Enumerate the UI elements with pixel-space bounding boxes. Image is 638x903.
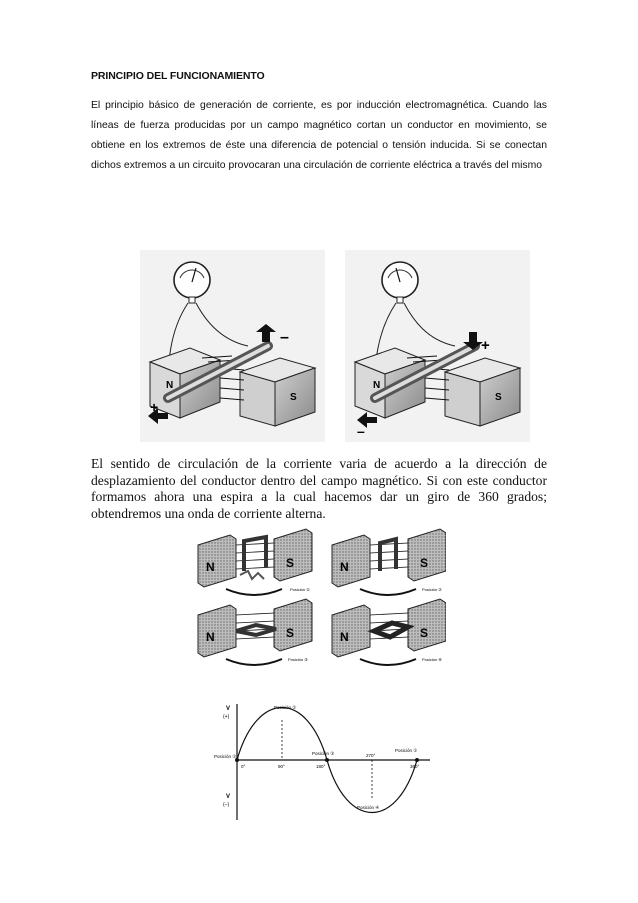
svg-text:Posición ③: Posición ③ [312, 751, 335, 756]
svg-text:V: V [226, 706, 231, 712]
north-pole-label: N [166, 380, 174, 391]
svg-text:Posición ①: Posición ① [290, 587, 310, 592]
svg-text:N: N [340, 560, 349, 574]
svg-text:270°: 270° [366, 753, 376, 758]
svg-text:N: N [340, 630, 349, 644]
svg-text:S: S [286, 556, 295, 570]
loop-rotation-figure [196, 527, 446, 667]
svg-text:S: S [420, 556, 429, 570]
svg-text:Posición ④: Posición ④ [422, 657, 442, 662]
svg-text:180°: 180° [316, 764, 326, 769]
loop-panel-1 [198, 529, 312, 595]
svg-text:V: V [226, 794, 231, 800]
polarity-bottom: + [150, 399, 159, 415]
south-pole-label: S [290, 392, 297, 403]
svg-text:N: N [206, 630, 215, 644]
svg-text:S: S [420, 626, 429, 640]
body-paragraph: El sentido de circulación de la corriente varia de acuerdo a la dirección de desplazamiento del conductor dentro del campo magnético. Si con este conductor formamos ahora una espira a la cual hacemos dar un giro de 360 grados; obtendremos una onda de corriente alterna. [91, 456, 547, 521]
north-pole-label: N [373, 380, 381, 391]
south-pole-label: S [495, 392, 502, 403]
induction-right-diagram [345, 250, 530, 442]
svg-text:(+): (+) [223, 714, 230, 720]
svg-text:Posición ①: Posición ① [395, 748, 418, 753]
svg-text:0°: 0° [241, 764, 246, 769]
svg-text:Posición ②: Posición ② [274, 705, 297, 710]
loop-panel-4 [332, 599, 446, 665]
svg-text:Posición ②: Posición ② [422, 587, 442, 592]
svg-text:(–): (–) [223, 802, 230, 808]
svg-text:90°: 90° [278, 764, 285, 769]
svg-text:N: N [206, 560, 215, 574]
induction-left-diagram [140, 250, 325, 442]
svg-text:Posición ①: Posición ① [214, 754, 237, 759]
induction-figure [140, 250, 530, 442]
svg-text:Posición ③: Posición ③ [288, 657, 308, 662]
sine-wave-figure [212, 700, 444, 822]
svg-text:360°: 360° [410, 764, 420, 769]
polarity-top: – [280, 329, 289, 346]
polarity-top: + [481, 337, 490, 354]
svg-text:S: S [286, 626, 295, 640]
loop-panel-3 [198, 599, 312, 665]
section-heading: PRINCIPIO DEL FUNCIONAMIENTO [91, 70, 265, 82]
loop-panel-2 [332, 529, 446, 595]
svg-text:Posición ④: Posición ④ [357, 805, 380, 810]
polarity-bottom: – [357, 423, 365, 439]
intro-paragraph: El principio básico de generación de corriente, es por inducción electromagnética. Cuando las líneas de fuerza producidas por un campo magnético cortan un conductor en movimiento, se obtiene en los extremos de éste una diferencia de potencial o tensión inducida. Si se conectan dichos extremos a un circuito provocaran una circulación de corriente eléctrica a través del mismo [91, 100, 547, 171]
